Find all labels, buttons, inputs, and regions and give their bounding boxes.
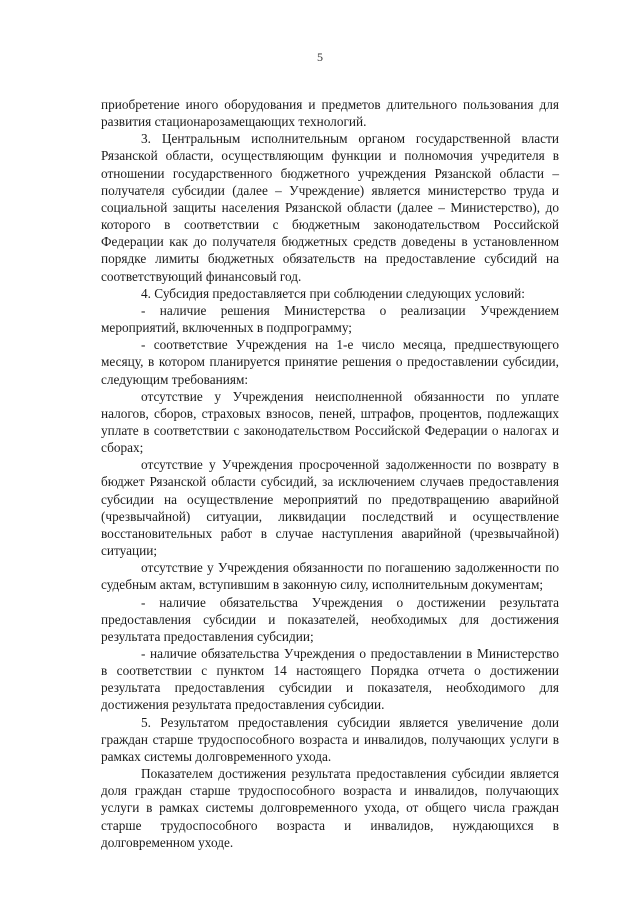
- paragraph-indicator: Показателем достижения результата предоставления субсидии является доля граждан старше трудоспособного возраста и инвалидов, получающих услуги в рамках системы долговременного ухода, от общего числа граждан старше трудоспособного возраста и инвалидов, нуждающихся в долговременном уходе.: [101, 766, 559, 850]
- condition-report-obligation: - наличие обязательства Учреждения о предоставлении в Министерство в соответствии с пунктом 14 настоящего Порядка отчета о достижении результата предоставления субсидии и показателя, необходимого для достижения результата предоставления субсидии.: [101, 646, 559, 713]
- requirement-no-tax-debt: отсутствие у Учреждения неисполненной обязанности по уплате налогов, сборов, страховых взносов, пеней, штрафов, процентов, подлежащих уплате в соответствии с законодательством Российской Федерации о налогах и сборах;: [101, 388, 559, 456]
- condition-result-obligation: - наличие обязательства Учреждения о достижении результата предоставления субсидии и показателей, необходимых для достижения результата предоставления субсидии;: [101, 594, 559, 644]
- condition-ministry-decision: - наличие решения Министерства о реализации Учреждением мероприятий, включенных в подпрограмму;: [101, 302, 559, 336]
- paragraph-item-3: 3. Центральным исполнительным органом государственной власти Рязанской области, осуществляющим функции и полномочия учредителя в отношении государственного бюджетного учреждения Рязанской области – получателя субсидии (далее – Учреждение) является министерство труда и социальной защиты населения Рязанской области (далее – Министерство), до которого в соответствии с бюджетным законодательством Российской Федерации как до получателя бюджетных средств доведены в установленном порядке лимиты бюджетных обязательств на предоставление субсидий на соответствующий финансовый год.: [101, 131, 559, 284]
- page-number: 5: [317, 50, 323, 64]
- requirement-no-overdue-debt: отсутствие у Учреждения просроченной задолженности по возврату в бюджет Рязанской области субсидий, за исключением случаев предоставления субсидии на осуществление мероприятий по предотвращению аварийной (чрезвычайной) ситуации, ликвидации последствий и осуществление восстановительных работ в случае наступления аварийной (чрезвычайной) ситуации;: [101, 457, 559, 559]
- condition-requirements: - соответствие Учреждения на 1-е число месяца, предшествующего месяцу, в котором планируется принятие решения о предоставлении субсидии, следующим требованиям:: [101, 337, 559, 387]
- paragraph-item-5: 5. Результатом предоставления субсидии является увеличение доли граждан старше трудоспособного возраста и инвалидов, получающих услуги в рамках системы долговременного ухода.: [101, 714, 559, 764]
- document-body: [101, 96, 559, 851]
- requirement-no-court-debt: отсутствие у Учреждения обязанности по погашению задолженности по судебным актам, вступившим в законную силу, исполнительным документам;: [101, 560, 559, 593]
- paragraph-item-4: 4. Субсидия предоставляется при соблюдении следующих условий:: [141, 285, 525, 301]
- paragraph-continuation: приобретение иного оборудования и предметов длительного пользования для развития стационарозамещающих технологий.: [101, 97, 559, 130]
